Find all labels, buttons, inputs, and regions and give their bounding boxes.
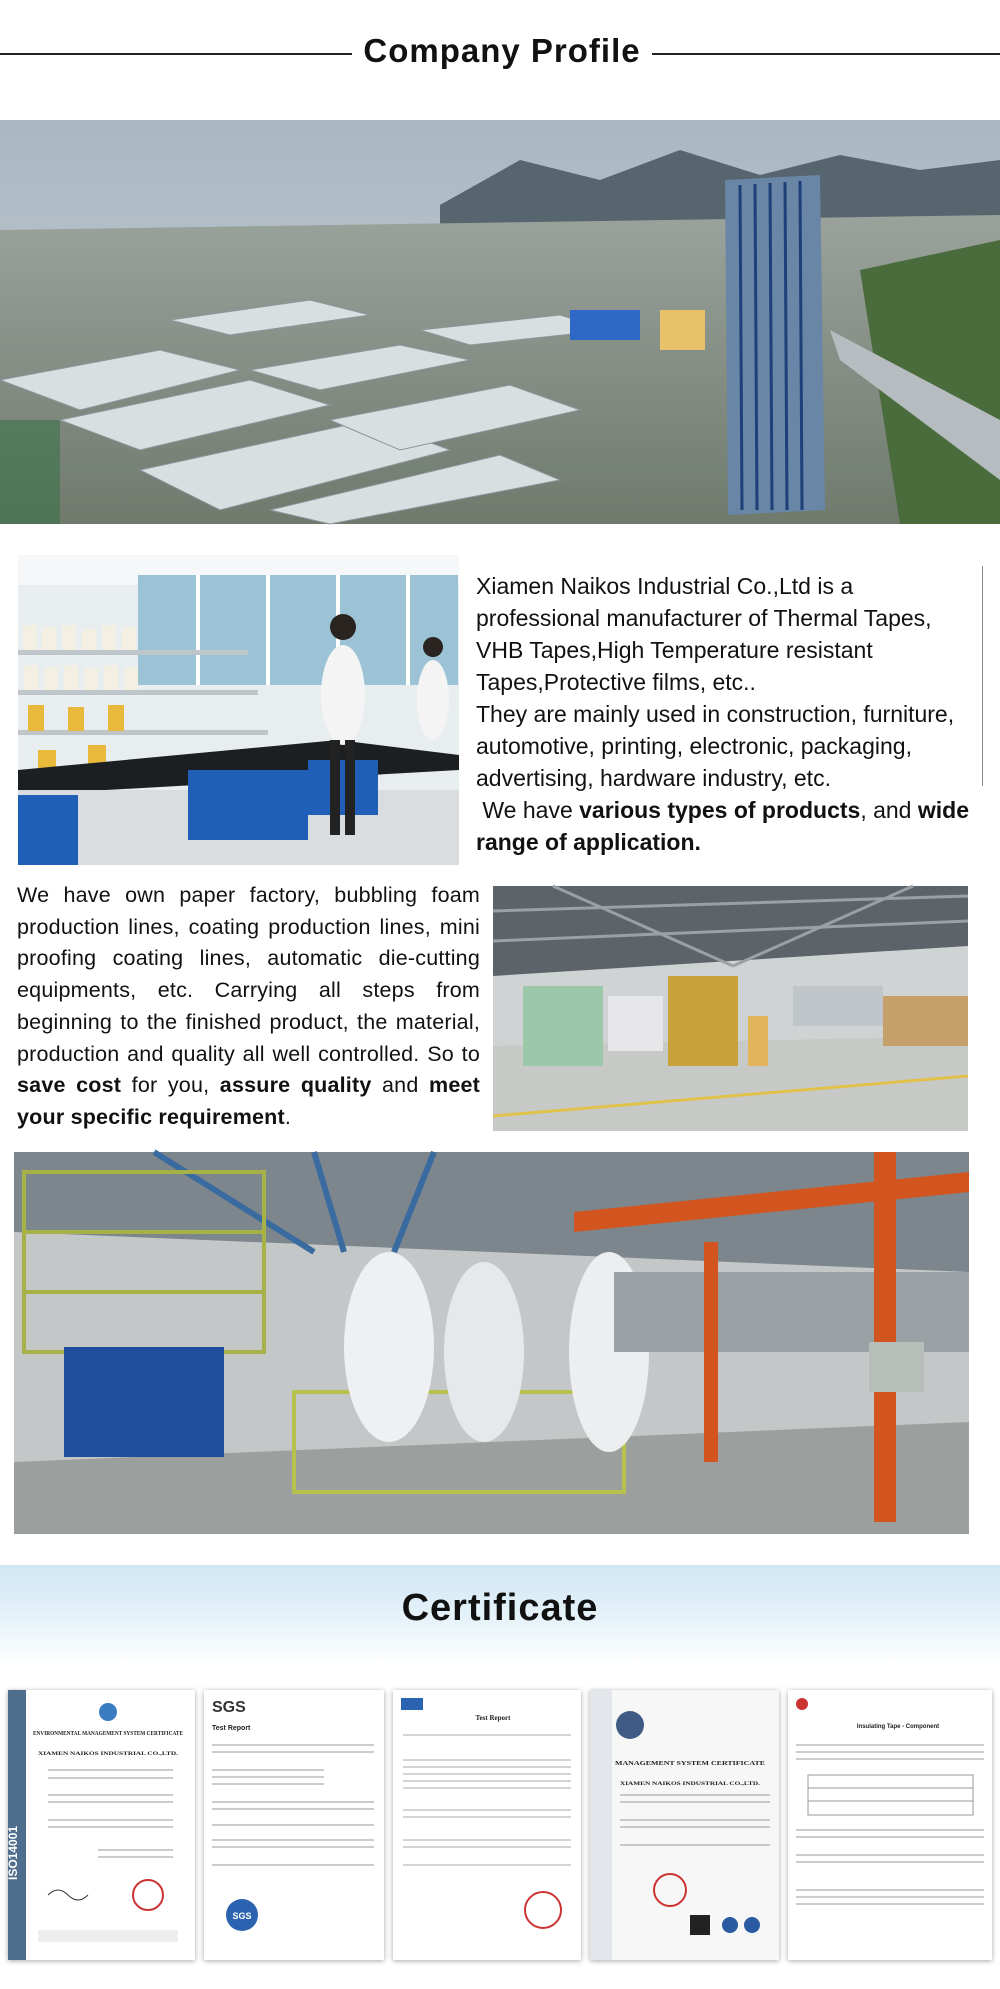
range-bold-products: various types of products xyxy=(579,797,861,823)
sgs-logo-text: SGS xyxy=(212,1699,246,1716)
title-rule-right xyxy=(652,53,1000,55)
company-intro xyxy=(476,570,981,858)
factory-text: We have own paper factory, bubbling foam production lines, coating production lines, mini proofing coating lines, automatic die-cutting equipments, etc. Carrying all steps from beginning to the finished product, the material, production and quality all well controlled. So to xyxy=(17,883,480,1066)
factory-description xyxy=(17,880,480,1134)
certificate-header-band xyxy=(0,1565,1000,1665)
laboratory-photo xyxy=(18,555,459,865)
management-company: XIAMEN NAIKOS INDUSTRIAL CO.,LTD. xyxy=(620,1782,762,1787)
sgs-seal-text: SGS xyxy=(232,1911,252,1921)
intro-divider xyxy=(982,566,983,786)
test-report-heading: Test Report xyxy=(475,1714,511,1722)
range-lead: We have xyxy=(482,797,580,823)
company-profile-header xyxy=(0,18,1000,88)
iso14001-heading-line: ENVIRONMENTAL MANAGEMENT SYSTEM CERTIFICATE xyxy=(33,1731,183,1737)
iso14001-company: XIAMEN NAIKOS INDUSTRIAL CO.,LTD. xyxy=(38,1752,180,1757)
coating-workshop-photo xyxy=(14,1152,969,1534)
certificate-sgs-report xyxy=(204,1690,384,1960)
certificate-title: Certificate xyxy=(401,1587,599,1629)
intro-paragraph-range xyxy=(476,794,981,858)
page-title: Company Profile xyxy=(363,32,641,69)
intro-paragraph-products: Xiamen Naikos Industrial Co.,Ltd is a professional manufacturer of Thermal Tapes, VHB Tapes,High Temperature resistant Tapes,Protective films, etc.. xyxy=(476,573,932,695)
component-heading: Insulating Tape - Component xyxy=(856,1724,940,1730)
sgs-report-heading: Test Report xyxy=(212,1725,251,1732)
certificate-management-system xyxy=(590,1690,779,1960)
range-mid: , and xyxy=(860,797,918,823)
management-heading: MANAGEMENT SYSTEM CERTIFICATE xyxy=(615,1761,765,1767)
factory-bold-requirement: meet your specific requirement xyxy=(17,1073,480,1129)
range-bold-application: wide range of application. xyxy=(476,797,969,855)
factory-bold-assure-quality: assure quality xyxy=(219,1073,372,1098)
production-line-photo xyxy=(493,886,968,1131)
certificate-gallery xyxy=(8,1690,992,1960)
intro-paragraph-industries: They are mainly used in construction, furniture, automotive, printing, electronic, packaging, advertising, hardware industry, etc. xyxy=(476,701,955,791)
title-rule-left xyxy=(0,53,352,55)
aerial-factory-photo xyxy=(0,120,1000,524)
factory-end: . xyxy=(284,1104,292,1129)
certificate-test-report xyxy=(393,1690,581,1960)
certificate-iso14001 xyxy=(8,1690,195,1960)
factory-mid-1: for you, xyxy=(121,1073,220,1098)
iso14001-side-label: ISO14001 xyxy=(6,1825,20,1880)
certificate-component-listing xyxy=(788,1690,992,1960)
factory-mid-2: and xyxy=(371,1073,429,1098)
factory-bold-save-cost: save cost xyxy=(17,1073,122,1098)
